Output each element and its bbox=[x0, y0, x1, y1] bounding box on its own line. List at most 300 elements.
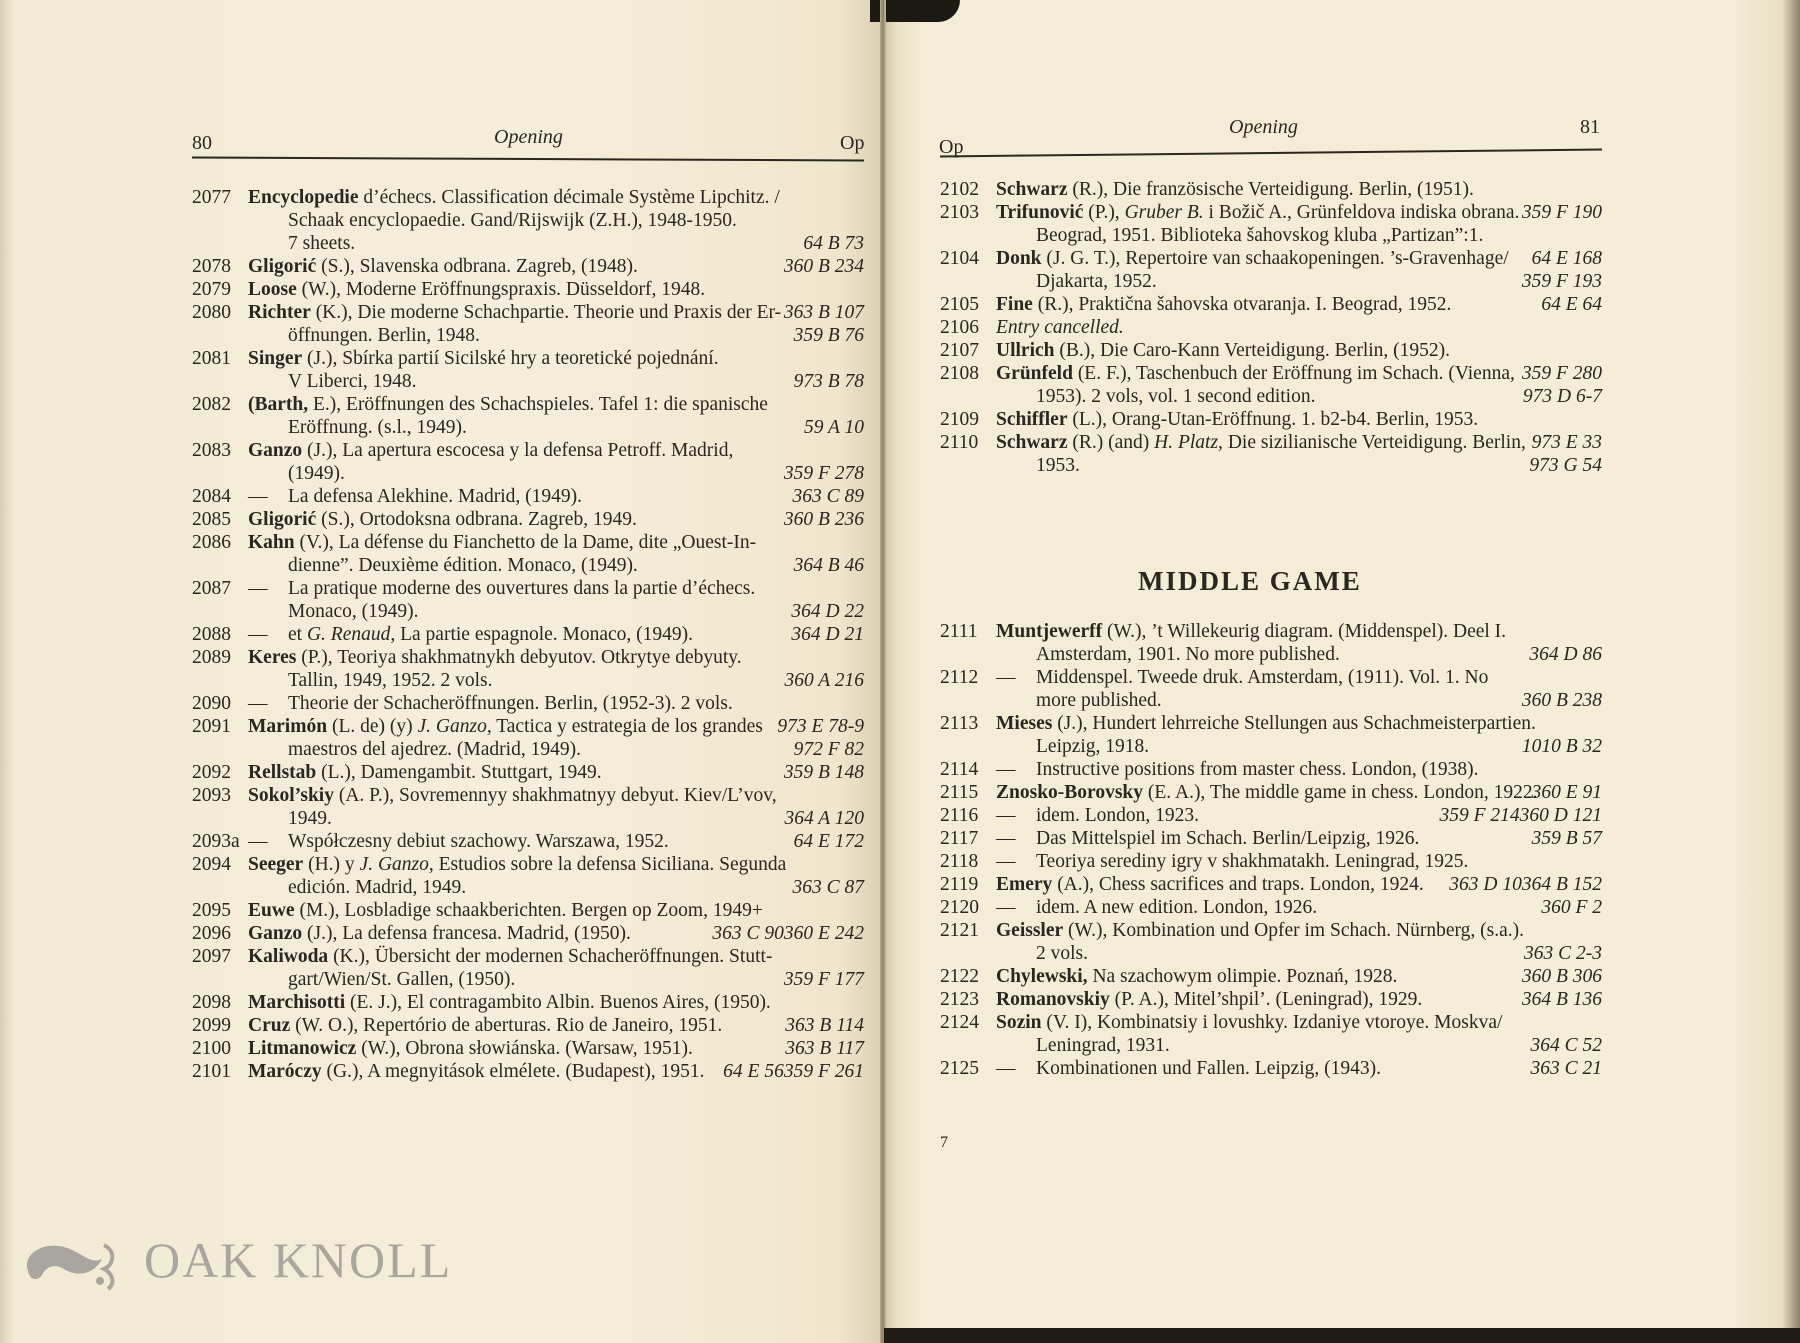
entry-number: 2085 bbox=[192, 509, 231, 530]
entry-text: (1949). bbox=[288, 463, 345, 484]
shelf-reference: 363 C 89 bbox=[792, 486, 864, 507]
ditto-dash: — bbox=[248, 486, 268, 507]
entry-text: (J.), Sbírka partií Sicilské hry a teoretické pojednání. bbox=[302, 348, 719, 369]
shelf-reference: 359 F 193 bbox=[1521, 271, 1602, 292]
bibliography-entry bbox=[940, 804, 1602, 827]
entry-line bbox=[996, 988, 1602, 1011]
right-page bbox=[884, 0, 1800, 1343]
entry-number: 2111 bbox=[940, 621, 978, 642]
author-name: Schwarz bbox=[996, 179, 1068, 200]
entry-line bbox=[996, 339, 1602, 362]
author-name: Schiffler bbox=[996, 409, 1068, 430]
shelf-reference: 359 F 261 bbox=[783, 1061, 864, 1082]
entry-text: Teoriya serediny igry v shakhmatakh. Leningrad, 1925. bbox=[1036, 851, 1469, 872]
entry-number: 2094 bbox=[192, 854, 231, 875]
bibliography-entry bbox=[192, 393, 864, 439]
entry-text: (W.), Moderne Eröffnungspraxis. Düsseldorf, 1948. bbox=[296, 279, 706, 300]
entry-line bbox=[248, 255, 864, 278]
entry-number: 2090 bbox=[192, 693, 231, 714]
entry-text: maestros del ajedrez. (Madrid, 1949). bbox=[288, 739, 581, 760]
entry-number: 2086 bbox=[192, 532, 231, 553]
shelf-reference: 364 B 136 bbox=[1521, 989, 1602, 1010]
entry-line bbox=[248, 324, 864, 347]
author-name: Gligorić bbox=[248, 509, 317, 530]
author-name: Chylewski, bbox=[996, 966, 1088, 987]
author-name: Loose bbox=[248, 279, 297, 300]
entry-line bbox=[996, 919, 1602, 942]
entry-number: 2116 bbox=[940, 805, 979, 826]
shelf-reference: 64 E 172 bbox=[793, 831, 864, 852]
author-name: Romanovskiy bbox=[996, 989, 1110, 1010]
left-entry-list bbox=[192, 186, 864, 1083]
entry-number: 2095 bbox=[192, 900, 231, 921]
shelf-reference: 360 D 121 bbox=[1519, 805, 1602, 826]
entry-text: idem. A new edition. London, 1926. bbox=[1036, 897, 1318, 918]
shelf-reference: 972 F 82 bbox=[793, 739, 864, 760]
author-name: Znosko-Borovsky bbox=[996, 782, 1144, 803]
entry-text: öffnungen. Berlin, 1948. bbox=[288, 325, 480, 346]
entry-line bbox=[248, 393, 864, 416]
entry-line bbox=[996, 362, 1602, 385]
shelf-reference: 364 C 52 bbox=[1530, 1035, 1602, 1056]
bibliography-entry bbox=[192, 715, 864, 761]
shelf-reference: 359 B 76 bbox=[793, 325, 864, 346]
entry-text: idem. London, 1923. bbox=[1036, 805, 1200, 826]
entry-text: La partie espagnole. Monaco, (1949). bbox=[395, 624, 694, 645]
bibliography-entry bbox=[940, 293, 1602, 316]
italic-text: Entry cancelled. bbox=[996, 317, 1124, 338]
entry-text: (J.), La defensa francesa. Madrid, (1950). bbox=[302, 923, 631, 944]
entry-line bbox=[248, 623, 864, 646]
entry-line bbox=[248, 186, 864, 209]
bibliography-entry bbox=[940, 988, 1602, 1011]
entry-number: 2122 bbox=[940, 966, 979, 987]
bibliography-entry bbox=[192, 784, 864, 830]
shelf-reference: 64 B 73 bbox=[803, 233, 864, 254]
bibliography-entry bbox=[192, 508, 864, 531]
entry-text: (J. G. T.), Repertoire van schaakopeningen. ’s-Gravenhage/ bbox=[1041, 248, 1509, 269]
shelf-reference: 360 A 216 bbox=[784, 670, 864, 691]
bibliography-entry bbox=[192, 646, 864, 692]
entry-number: 2078 bbox=[192, 256, 231, 277]
entry-text: Eröffnung. (s.l., 1949). bbox=[288, 417, 467, 438]
bibliography-entry bbox=[940, 247, 1602, 293]
bibliography-entry bbox=[940, 1011, 1602, 1057]
entry-number: 2106 bbox=[940, 317, 979, 338]
entry-text: 1953). 2 vols, vol. 1 second edition. bbox=[1036, 386, 1316, 407]
entry-text: i Božič A., Grünfeldova indiska obrana. bbox=[1203, 202, 1520, 223]
entry-number: 2114 bbox=[940, 759, 979, 780]
entry-line bbox=[248, 577, 864, 600]
entry-line bbox=[996, 620, 1602, 643]
coauthor-name: H. Platz, bbox=[1154, 432, 1223, 453]
shelf-reference: 364 A 120 bbox=[784, 808, 864, 829]
entry-number: 2117 bbox=[940, 828, 979, 849]
section-heading-middle-game: MIDDLE GAME bbox=[1138, 566, 1362, 596]
author-name: Encyclopedie bbox=[248, 187, 359, 208]
bibliography-entry bbox=[192, 761, 864, 784]
author-name: (Barth, bbox=[248, 394, 309, 415]
author-name: Marchisotti bbox=[248, 992, 346, 1013]
entry-number: 2087 bbox=[192, 578, 231, 599]
entry-text: (L. de) (y) bbox=[327, 716, 418, 737]
entry-line bbox=[996, 385, 1602, 408]
entry-text: (H.) y bbox=[303, 854, 360, 875]
entry-number: 2107 bbox=[940, 340, 979, 361]
entry-line bbox=[248, 485, 864, 508]
entry-text: more published. bbox=[1036, 690, 1162, 711]
bibliography-entry bbox=[940, 362, 1602, 408]
shelf-reference: 360 B 306 bbox=[1521, 966, 1602, 987]
author-name: Sokol’skiy bbox=[248, 785, 334, 806]
author-name: Gligorić bbox=[248, 256, 317, 277]
shelf-reference: 364 B 152 bbox=[1521, 874, 1602, 895]
entry-text: et bbox=[288, 624, 307, 645]
ditto-dash: — bbox=[248, 624, 268, 645]
author-name: Sozin bbox=[996, 1012, 1042, 1033]
entry-number: 2099 bbox=[192, 1015, 231, 1036]
left-running-title: Opening bbox=[494, 126, 563, 148]
entry-number: 2124 bbox=[940, 1012, 979, 1033]
ditto-dash: — bbox=[248, 831, 268, 852]
author-name: Singer bbox=[248, 348, 303, 369]
entry-number: 2103 bbox=[940, 202, 979, 223]
entry-line bbox=[248, 600, 864, 623]
bibliography-entry bbox=[940, 1057, 1602, 1080]
entry-line bbox=[248, 416, 864, 439]
entry-text: (A.), Chess sacrifices and traps. London, 1924. bbox=[1052, 874, 1424, 895]
author-name: Kahn bbox=[248, 532, 295, 553]
shelf-reference: 364 B 46 bbox=[793, 555, 864, 576]
author-name: Fine bbox=[996, 294, 1033, 315]
entry-text: (W.), Obrona słowiánska. (Warsaw, 1951). bbox=[356, 1038, 693, 1059]
entry-number: 2109 bbox=[940, 409, 979, 430]
entry-text: Leipzig, 1918. bbox=[1036, 736, 1150, 757]
author-name: Rellstab bbox=[248, 762, 317, 783]
shelf-reference: 973 B 78 bbox=[793, 371, 864, 392]
bibliography-entry bbox=[192, 830, 864, 853]
entry-text: 1949. bbox=[288, 808, 332, 829]
entry-number: 2120 bbox=[940, 897, 979, 918]
bibliography-entry bbox=[192, 577, 864, 623]
entry-number: 2118 bbox=[940, 851, 979, 872]
entry-text: (M.), Losbladige schaakberichten. Bergen op Zoom, 1949+ bbox=[294, 900, 763, 921]
entry-line bbox=[996, 804, 1602, 827]
entry-text: (L.), Damengambit. Stuttgart, 1949. bbox=[316, 762, 602, 783]
signature-mark: 7 bbox=[940, 1134, 948, 1151]
shelf-reference: 64 E 56 bbox=[723, 1061, 784, 1082]
middle-game-entry-list bbox=[940, 620, 1602, 1080]
entry-text: edición. Madrid, 1949. bbox=[288, 877, 467, 898]
entry-number: 2077 bbox=[192, 187, 231, 208]
shelf-reference: 64 E 64 bbox=[1541, 294, 1602, 315]
entry-number: 2081 bbox=[192, 348, 231, 369]
entry-line bbox=[248, 807, 864, 830]
entry-text: (R.), Die französische Verteidigung. Berlin, (1951). bbox=[1067, 179, 1474, 200]
entry-text: Współczesny debiut szachowy. Warszawa, 1952. bbox=[288, 831, 669, 852]
entry-number: 2102 bbox=[940, 179, 979, 200]
entry-text: (P.), Teoriya shakhmatnykh debyutov. Otkrytye debyuty. bbox=[296, 647, 742, 668]
entry-text: Monaco, (1949). bbox=[288, 601, 419, 622]
entry-text: Middenspel. Tweede druk. Amsterdam, (1911). Vol. 1. No bbox=[1036, 667, 1489, 688]
entry-number: 2101 bbox=[192, 1061, 231, 1082]
ditto-dash: — bbox=[996, 759, 1016, 780]
bibliography-entry bbox=[192, 531, 864, 577]
shelf-reference: 359 F 190 bbox=[1521, 202, 1602, 223]
left-page bbox=[0, 0, 884, 1343]
bibliography-entry bbox=[192, 255, 864, 278]
italic-text: G. Renaud, bbox=[306, 624, 396, 645]
bibliography-entry bbox=[192, 945, 864, 991]
entry-text: Estudios sobre la defensa Siciliana. Segunda bbox=[433, 854, 787, 875]
shelf-reference: 364 D 22 bbox=[791, 601, 864, 622]
entry-line bbox=[248, 761, 864, 784]
entry-text: Die sizilianische Verteidigung. Berlin, bbox=[1222, 432, 1526, 453]
bibliography-entry bbox=[940, 431, 1602, 477]
entry-line bbox=[248, 738, 864, 761]
bibliography-entry bbox=[192, 922, 864, 945]
shelf-reference: 359 F 214 bbox=[1439, 805, 1520, 826]
author-name: Seeger bbox=[248, 854, 304, 875]
entry-number: 2112 bbox=[940, 667, 979, 688]
author-name: Schwarz bbox=[996, 432, 1068, 453]
entry-number: 2115 bbox=[940, 782, 979, 803]
shelf-reference: 363 C 90 bbox=[712, 923, 784, 944]
entry-number: 2079 bbox=[192, 279, 231, 300]
entry-number: 2123 bbox=[940, 989, 979, 1010]
entry-text: (K.), Die moderne Schachpartie. Theorie und Praxis der Er- bbox=[310, 302, 782, 323]
entry-number: 2083 bbox=[192, 440, 231, 461]
entry-line bbox=[996, 827, 1602, 850]
author-name: Richter bbox=[248, 302, 311, 323]
entry-text: Amsterdam, 1901. No more published. bbox=[1036, 644, 1340, 665]
entry-line bbox=[996, 224, 1602, 247]
entry-text: Djakarta, 1952. bbox=[1036, 271, 1157, 292]
entry-number: 2093 bbox=[192, 785, 231, 806]
entry-line bbox=[996, 270, 1602, 293]
entry-text: (P.), bbox=[1083, 202, 1125, 223]
entry-number: 2098 bbox=[192, 992, 231, 1013]
entry-text: (W.), Kombination und Opfer im Schach. Nürnberg, (s.a.). bbox=[1063, 920, 1525, 941]
entry-line bbox=[996, 431, 1602, 454]
entry-line bbox=[996, 454, 1602, 477]
entry-line bbox=[996, 1034, 1602, 1057]
entry-line bbox=[996, 965, 1602, 988]
author-name: Ullrich bbox=[996, 340, 1055, 361]
entry-line bbox=[248, 531, 864, 554]
right-section-abbrev: Op bbox=[939, 136, 964, 158]
entry-text: (W. O.), Repertório de aberturas. Rio de Janeiro, 1951. bbox=[290, 1015, 723, 1036]
entry-line bbox=[996, 643, 1602, 666]
bibliography-entry bbox=[940, 712, 1602, 758]
bibliography-entry bbox=[940, 620, 1602, 666]
author-name: Geissler bbox=[996, 920, 1064, 941]
entry-text: 7 sheets. bbox=[288, 233, 356, 254]
entry-line bbox=[248, 462, 864, 485]
shelf-reference: 363 D 10 bbox=[1449, 874, 1522, 895]
entry-text: (V. I), Kombinatsiy i lovushky. Izdaniye vtoroye. Moskva/ bbox=[1041, 1012, 1503, 1033]
bibliography-entry bbox=[192, 347, 864, 393]
ditto-dash: — bbox=[996, 667, 1016, 688]
shelf-reference: 359 B 57 bbox=[1531, 828, 1602, 849]
entry-line bbox=[996, 178, 1602, 201]
entry-line bbox=[248, 209, 864, 232]
entry-number: 2100 bbox=[192, 1038, 231, 1059]
shelf-reference: 360 B 238 bbox=[1521, 690, 1602, 711]
entry-line bbox=[248, 922, 864, 945]
entry-number: 2125 bbox=[940, 1058, 979, 1079]
shelf-reference: 359 F 177 bbox=[783, 969, 864, 990]
author-name: Trifunović bbox=[996, 202, 1084, 223]
shelf-reference: 973 D 6-7 bbox=[1522, 386, 1602, 407]
entry-number: 2105 bbox=[940, 294, 979, 315]
entry-line bbox=[996, 293, 1602, 316]
author-name: Grünfeld bbox=[996, 363, 1073, 384]
entry-text: (J.), La apertura escocesa y la defensa Petroff. Madrid, bbox=[302, 440, 734, 461]
entry-line bbox=[248, 692, 864, 715]
shelf-reference: 363 C 87 bbox=[792, 877, 864, 898]
shelf-reference: 59 A 10 bbox=[804, 417, 864, 438]
entry-line bbox=[996, 689, 1602, 712]
entry-line bbox=[248, 715, 864, 738]
author-name: Maróczy bbox=[248, 1061, 322, 1082]
entry-line bbox=[248, 278, 864, 301]
entry-text: Leningrad, 1931. bbox=[1036, 1035, 1170, 1056]
entry-number: 2121 bbox=[940, 920, 979, 941]
entry-line bbox=[996, 1011, 1602, 1034]
coauthor-name: J. Ganzo, bbox=[359, 854, 434, 875]
entry-line bbox=[996, 316, 1602, 339]
shelf-reference: 363 C 21 bbox=[1530, 1058, 1602, 1079]
author-name: Cruz bbox=[248, 1015, 291, 1036]
entry-text: La defensa Alekhine. Madrid, (1949). bbox=[288, 486, 583, 507]
shelf-reference: 64 E 168 bbox=[1531, 248, 1602, 269]
entry-number: 2110 bbox=[940, 432, 979, 453]
right-page-number: 81 bbox=[1580, 116, 1600, 138]
entry-text: d’échecs. Classification décimale Système Lipchitz. / bbox=[358, 187, 780, 208]
entry-text: Kombinationen und Fallen. Leipzig, (1943). bbox=[1036, 1058, 1381, 1079]
author-name: Kaliwoda bbox=[248, 946, 329, 967]
entry-line bbox=[996, 201, 1602, 224]
right-running-title: Opening bbox=[1229, 116, 1298, 138]
entry-line bbox=[248, 899, 864, 922]
bottom-shadow bbox=[884, 1328, 1800, 1343]
entry-line bbox=[996, 247, 1602, 270]
entry-text: Tallin, 1949, 1952. 2 vols. bbox=[288, 670, 493, 691]
bibliography-entry bbox=[192, 485, 864, 508]
watermark-text: OAK KNOLL bbox=[144, 1232, 453, 1288]
shelf-reference: 360 E 242 bbox=[783, 923, 864, 944]
entry-text: (R.), Praktična šahovska otvaranja. I. Beograd, 1952. bbox=[1032, 294, 1452, 315]
entry-text: gart/Wien/St. Gallen, (1950). bbox=[288, 969, 516, 990]
author-name: Litmanowicz bbox=[248, 1038, 357, 1059]
shelf-reference: 359 F 278 bbox=[783, 463, 864, 484]
bibliography-entry bbox=[192, 1060, 864, 1083]
shelf-reference: 360 F 2 bbox=[1541, 897, 1602, 918]
entry-line bbox=[996, 942, 1602, 965]
shelf-reference: 364 D 21 bbox=[791, 624, 864, 645]
entry-number: 2084 bbox=[192, 486, 231, 507]
shelf-reference: 359 F 280 bbox=[1521, 363, 1602, 384]
entry-line bbox=[996, 712, 1602, 735]
shelf-reference: 973 E 33 bbox=[1531, 432, 1602, 453]
coauthor-name: J. Ganzo, bbox=[417, 716, 492, 737]
entry-line bbox=[248, 508, 864, 531]
entry-text: Theorie der Schacheröffnungen. Berlin, (1952-3). 2 vols. bbox=[288, 693, 733, 714]
author-name: Emery bbox=[996, 874, 1053, 895]
left-page-number: 80 bbox=[192, 132, 212, 154]
author-name: Euwe bbox=[248, 900, 295, 921]
entry-text: dienne”. Deuxième édition. Monaco, (1949). bbox=[288, 555, 638, 576]
bibliography-entry bbox=[940, 873, 1602, 896]
entry-line bbox=[996, 896, 1602, 919]
entry-number: 2089 bbox=[192, 647, 231, 668]
entry-line bbox=[996, 758, 1602, 781]
ditto-dash: — bbox=[996, 805, 1016, 826]
entry-line bbox=[248, 853, 864, 876]
entry-line bbox=[248, 646, 864, 669]
bibliography-entry bbox=[192, 623, 864, 646]
shelf-reference: 360 B 234 bbox=[783, 256, 864, 277]
entry-line bbox=[248, 347, 864, 370]
entry-text: (J.), Hundert lehrreiche Stellungen aus Schachmeisterpartien. bbox=[1052, 713, 1536, 734]
entry-line bbox=[996, 781, 1602, 804]
author-name: Keres bbox=[248, 647, 297, 668]
entry-line bbox=[248, 830, 864, 853]
entry-line bbox=[248, 1060, 864, 1083]
entry-text: (L.), Orang-Utan-Eröffnung. 1. b2-b4. Berlin, 1953. bbox=[1067, 409, 1479, 430]
entry-number: 2092 bbox=[192, 762, 231, 783]
shelf-reference: 1010 B 32 bbox=[1521, 736, 1602, 757]
entry-text: (A. P.), Sovremennyy shakhmatnyy debyut. Kiev/L’vov, bbox=[333, 785, 777, 806]
ditto-dash: — bbox=[996, 897, 1016, 918]
entry-line bbox=[248, 876, 864, 899]
right-header-rule bbox=[940, 149, 1602, 158]
shelf-reference: 360 B 236 bbox=[783, 509, 864, 530]
bibliography-entry bbox=[940, 919, 1602, 965]
entry-line bbox=[996, 408, 1602, 431]
entry-text: 1953. bbox=[1036, 455, 1080, 476]
entry-text: (K.), Übersicht der modernen Schacheröffnungen. Stutt- bbox=[328, 946, 773, 967]
entry-text: Das Mittelspiel im Schach. Berlin/Leipzig, 1926. bbox=[1036, 828, 1420, 849]
oak-knoll-watermark bbox=[20, 1225, 452, 1295]
entry-line bbox=[996, 735, 1602, 758]
left-header-rule bbox=[192, 157, 864, 162]
coauthor-name: Gruber B. bbox=[1124, 202, 1204, 223]
entry-line bbox=[248, 232, 864, 255]
entry-text: V Liberci, 1948. bbox=[288, 371, 417, 392]
bibliography-entry bbox=[940, 316, 1602, 339]
shelf-reference: 363 B 114 bbox=[785, 1015, 864, 1036]
entry-text: (P. A.), Mitel’shpil’. (Leningrad), 1929. bbox=[1109, 989, 1423, 1010]
ditto-dash: — bbox=[248, 693, 268, 714]
author-name: Marimón bbox=[248, 716, 328, 737]
entry-number: 2096 bbox=[192, 923, 231, 944]
bibliography-entry bbox=[940, 666, 1602, 712]
bibliography-entry bbox=[940, 827, 1602, 850]
author-name: Mieses bbox=[996, 713, 1053, 734]
entry-line bbox=[248, 968, 864, 991]
book-gutter bbox=[880, 0, 886, 1343]
shelf-reference: 973 E 78-9 bbox=[777, 716, 864, 737]
ditto-dash: — bbox=[248, 578, 268, 599]
entry-text: Na szachowym olimpie. Poznań, 1928. bbox=[1087, 966, 1398, 987]
entry-line bbox=[996, 873, 1602, 896]
entry-text: (E. F.), Taschenbuch der Eröffnung im Schach. (Vienna, bbox=[1072, 363, 1515, 384]
shelf-reference: 363 B 117 bbox=[785, 1038, 864, 1059]
entry-text: (B.), Die Caro-Kann Verteidigung. Berlin, (1952). bbox=[1054, 340, 1451, 361]
entry-text: (W.), ’t Willekeurig diagram. (Middenspel). Deel I. bbox=[1102, 621, 1507, 642]
